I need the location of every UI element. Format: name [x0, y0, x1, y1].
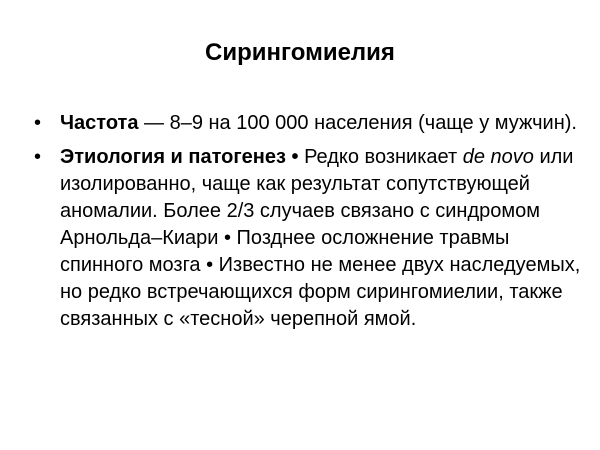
- bullet-term: Частота: [60, 112, 139, 134]
- bullet-italic-text: de novo: [462, 146, 534, 168]
- bullet-list: [28, 110, 588, 340]
- bullet-text: — 8–9 на 100 000 населения (чаще у мужчин).: [138, 112, 577, 134]
- bullet-text: или изолированно, чаще как результат сопутствующей аномалии. Более 2/3 случаев связано с синдромом Арнольда–Киари • Позднее осложнение травмы спинного мозга • Известно не менее двух наследуемых, но редко встречающихся форм сирингомиелии, также связанных с «тесной» черепной ямой.: [60, 146, 581, 330]
- slide-title: Сирингомиелия: [205, 39, 395, 66]
- bullet-term: Этиология и патогенез •: [60, 146, 299, 168]
- bullet-item-frequency: [28, 110, 588, 137]
- bullet-item-etiology: [28, 144, 588, 333]
- bullet-marker: •: [34, 112, 42, 134]
- bullet-text: Редко возникает: [298, 146, 463, 168]
- bullet-marker: •: [34, 146, 42, 168]
